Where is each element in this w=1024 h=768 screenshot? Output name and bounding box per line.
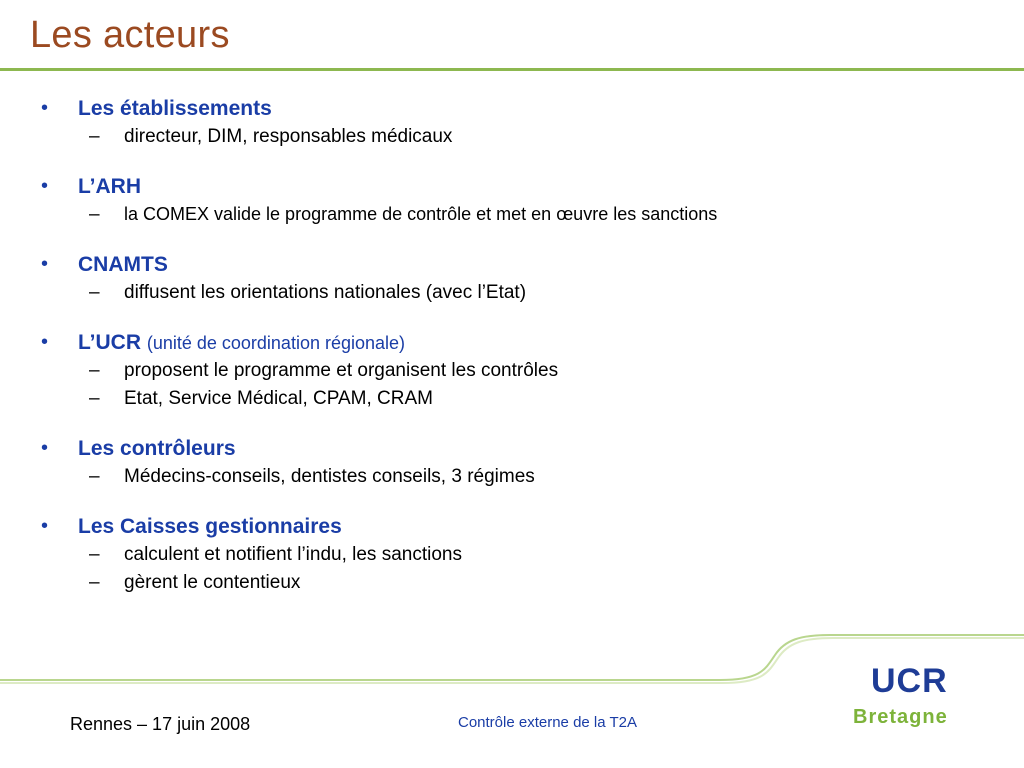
bullet-heading: Les établissements	[78, 97, 272, 120]
bullet-list	[0, 95, 1024, 619]
sub-bullet-item	[0, 569, 1024, 597]
sub-bullet-text: la COMEX valide le programme de contrôle et met en œuvre les sanctions	[124, 204, 718, 224]
logo-region: Bretagne	[853, 706, 948, 728]
bullet-item	[0, 95, 1024, 123]
bullet-marker: •	[41, 253, 49, 275]
sub-bullet-item	[0, 541, 1024, 569]
sub-bullet-marker: –	[89, 204, 100, 225]
bullet-item	[0, 173, 1024, 201]
bullet-marker: •	[41, 97, 49, 119]
bullet-item	[0, 513, 1024, 541]
sub-bullet-text: calculent et notifient l’indu, les sanctions	[124, 544, 462, 565]
title-divider	[0, 68, 1024, 71]
bullet-marker: •	[41, 175, 49, 197]
sub-bullet-item	[0, 385, 1024, 413]
bullet-item	[0, 435, 1024, 463]
sub-bullet-text: gèrent le contentieux	[124, 572, 301, 593]
slide-title: Les acteurs	[30, 14, 230, 56]
bullet-section	[0, 513, 1024, 597]
sub-bullet-item	[0, 357, 1024, 385]
bullet-section	[0, 435, 1024, 491]
ucr-logo	[845, 660, 975, 730]
bullet-marker: •	[41, 515, 49, 537]
bullet-heading: L’UCR (unité de coordination régionale)	[78, 331, 406, 354]
sub-bullet-marker: –	[89, 126, 100, 147]
bullet-heading: Les Caisses gestionnaires	[78, 515, 342, 538]
bullet-marker: •	[41, 331, 49, 353]
sub-bullet-item	[0, 279, 1024, 307]
footer-title: Contrôle externe de la T2A	[458, 714, 637, 731]
logo-name: UCR	[871, 662, 948, 700]
bullet-heading: CNAMTS	[78, 253, 168, 276]
footer-date: Rennes – 17 juin 2008	[70, 714, 251, 734]
sub-bullet-item	[0, 463, 1024, 491]
bullet-item	[0, 329, 1024, 357]
bullet-heading: L’ARH	[78, 175, 141, 198]
bullet-marker: •	[41, 437, 49, 459]
sub-bullet-marker: –	[89, 544, 100, 565]
bullet-item	[0, 251, 1024, 279]
sub-bullet-text: directeur, DIM, responsables médicaux	[124, 126, 453, 147]
bullet-section	[0, 251, 1024, 307]
sub-bullet-item	[0, 201, 1024, 229]
sub-bullet-text: Médecins-conseils, dentistes conseils, 3 régimes	[124, 466, 535, 487]
bullet-heading: Les contrôleurs	[78, 437, 236, 460]
bullet-section	[0, 173, 1024, 229]
sub-bullet-marker: –	[89, 388, 100, 409]
sub-bullet-marker: –	[89, 360, 100, 381]
bullet-section	[0, 329, 1024, 413]
sub-bullet-text: diffusent les orientations nationales (avec l’Etat)	[124, 282, 527, 303]
bullet-section	[0, 95, 1024, 151]
sub-bullet-item	[0, 123, 1024, 151]
sub-bullet-marker: –	[89, 572, 100, 593]
sub-bullet-marker: –	[89, 282, 100, 303]
sub-bullet-marker: –	[89, 466, 100, 487]
bullet-note: (unité de coordination régionale)	[146, 333, 406, 353]
sub-bullet-text: proposent le programme et organisent les contrôles	[124, 360, 559, 381]
sub-bullet-text: Etat, Service Médical, CPAM, CRAM	[124, 388, 434, 409]
